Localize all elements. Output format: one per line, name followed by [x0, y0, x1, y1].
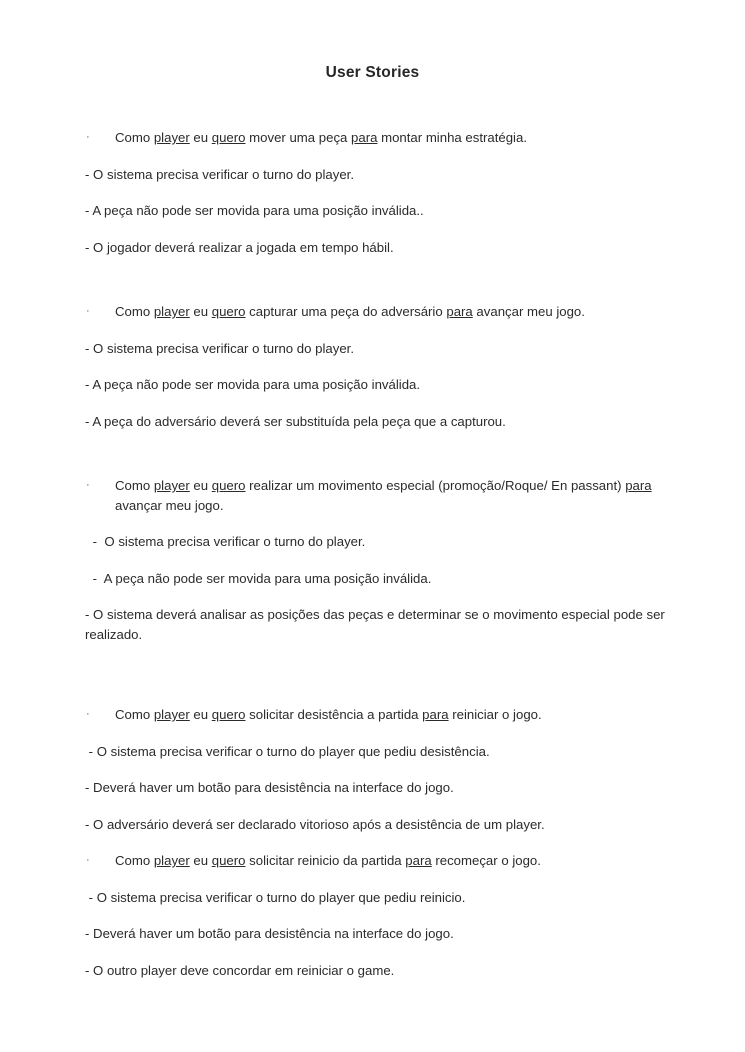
story-want-keyword: quero [211, 707, 246, 722]
acceptance-criterion: - O adversário deverá ser declarado vitorioso após a desistência de um player. [85, 816, 545, 832]
user-story-block [0, 302, 745, 431]
story-action: mover uma peça [245, 130, 352, 145]
story-suffix: avançar meu jogo. [472, 304, 585, 319]
acceptance-criterion: - O outro player deve concordar em reiniciar o game. [85, 962, 395, 978]
story-purpose-keyword: para [625, 478, 652, 493]
user-story-statement [0, 302, 745, 322]
story-want-keyword: quero [211, 130, 246, 145]
acceptance-criterion: - O sistema precisa verificar o turno do player. [85, 340, 354, 356]
story-suffix: recomeçar o jogo. [431, 853, 541, 868]
story-prefix: Como [115, 304, 154, 319]
story-action: realizar um movimento especial (promoção/Roque/ En passant) [245, 478, 622, 493]
acceptance-criterion: - O sistema deverá analisar as posições das peças e determinar se o movimento especial pode ser realizado. [85, 607, 669, 642]
acceptance-criterion: - O jogador deverá realizar a jogada em tempo hábil. [85, 239, 394, 255]
acceptance-criterion: - O sistema precisa verificar o turno do player. [85, 166, 354, 182]
user-story-block [0, 128, 745, 257]
story-prefix: Como [115, 707, 154, 722]
story-mid: eu [189, 304, 212, 319]
story-suffix: reiniciar o jogo. [448, 707, 542, 722]
acceptance-criterion: - Deverá haver um botão para desistência na interface do jogo. [85, 926, 454, 941]
bullet-icon: · [86, 305, 90, 317]
story-prefix: Como [115, 478, 154, 493]
story-mid: eu [189, 130, 212, 145]
section-spacer [0, 462, 745, 476]
story-role: player [153, 478, 190, 493]
acceptance-criterion: - A peça não pode ser movida para uma posição inválida. [89, 570, 432, 586]
acceptance-criterion: - A peça não pode ser movida para uma posição inválida.. [85, 203, 424, 218]
story-mid: eu [189, 853, 212, 868]
story-want-keyword: quero [211, 304, 246, 319]
user-story-block [0, 705, 745, 834]
story-role: player [153, 304, 190, 319]
acceptance-criterion: - O sistema precisa verificar o turno do player que pediu reinicio. [85, 889, 466, 905]
story-role: player [153, 853, 190, 868]
story-purpose-keyword: para [422, 707, 449, 722]
acceptance-criterion: - O sistema precisa verificar o turno do player que pediu desistência. [85, 743, 490, 759]
acceptance-criterion: - A peça do adversário deverá ser substituída pela peça que a capturou. [85, 413, 506, 429]
story-action: solicitar desistência a partida [245, 707, 423, 722]
section-spacer [0, 675, 745, 705]
acceptance-criterion: - A peça não pode ser movida para uma posição inválida. [85, 377, 421, 392]
user-story-block [0, 476, 745, 644]
bullet-icon: · [86, 131, 90, 143]
section-spacer [0, 288, 745, 302]
bullet-icon: · [86, 479, 90, 491]
story-action: capturar uma peça do adversário [245, 304, 447, 319]
story-want-keyword: quero [211, 478, 246, 493]
story-want-keyword: quero [211, 853, 246, 868]
story-purpose-keyword: para [446, 304, 473, 319]
story-mid: eu [189, 707, 212, 722]
story-role: player [153, 707, 190, 722]
bullet-icon: · [86, 708, 90, 720]
story-prefix: Como [115, 130, 154, 145]
user-story-statement [0, 476, 745, 515]
story-mid: eu [189, 478, 212, 493]
user-story-statement [0, 705, 745, 725]
bullet-icon: · [86, 854, 90, 866]
acceptance-criterion: - Deverá haver um botão para desistência na interface do jogo. [85, 780, 454, 795]
user-story-block [0, 851, 745, 980]
story-action: solicitar reinicio da partida [245, 853, 406, 868]
acceptance-criterion: - O sistema precisa verificar o turno do player. [89, 534, 366, 549]
story-role: player [153, 130, 190, 145]
story-purpose-keyword: para [351, 130, 378, 145]
user-story-statement [0, 128, 745, 148]
story-purpose-keyword: para [405, 853, 432, 868]
story-suffix: montar minha estratégia. [377, 130, 527, 145]
user-story-statement [0, 851, 745, 871]
user-stories-body [0, 128, 745, 997]
page-title: User Stories [325, 64, 420, 81]
story-prefix: Como [115, 853, 154, 868]
story-suffix: avançar meu jogo. [115, 497, 224, 513]
